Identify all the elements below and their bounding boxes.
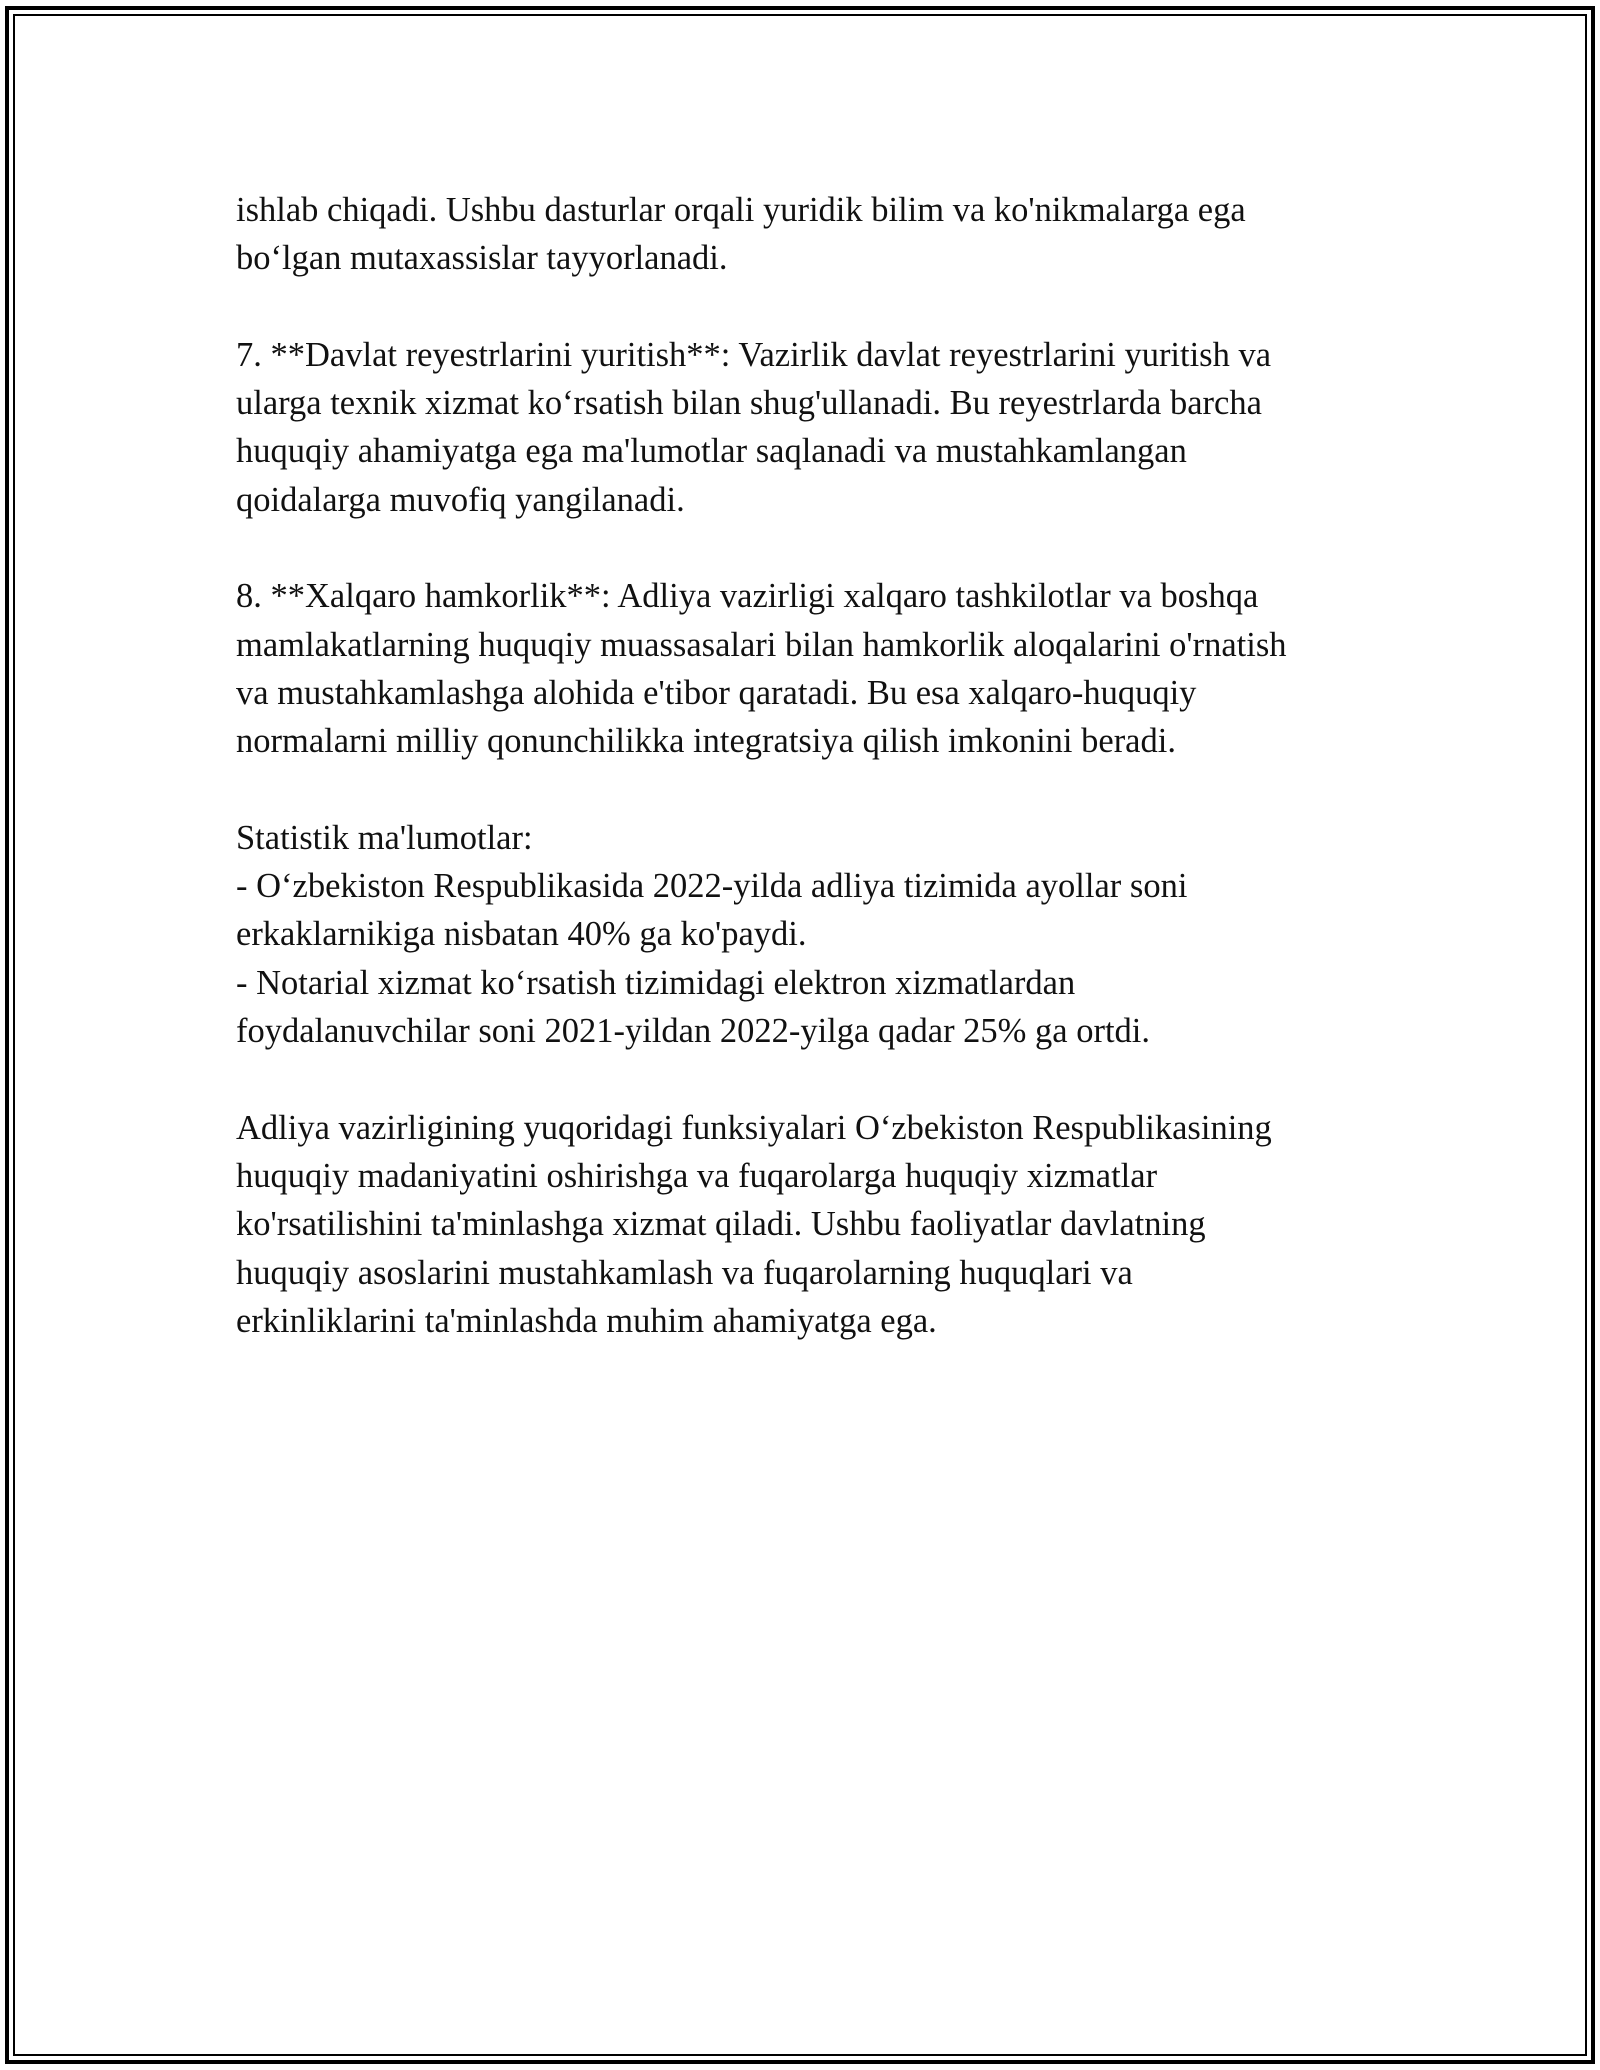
paragraph-training-programs xyxy=(236,186,1376,283)
paragraph-conclusion xyxy=(236,1104,1376,1345)
text-line: normalarni milliy qonunchilikka integratsiya qilish imkonini beradi. xyxy=(236,722,1176,761)
text-line: huquqiy ahamiyatga ega ma'lumotlar saqlanadi va mustahkamlangan xyxy=(236,432,1187,471)
text-line: ishlab chiqadi. Ushbu dasturlar orqali yuridik bilim va ko'nikmalarga ega xyxy=(236,191,1246,229)
paragraph-spacer xyxy=(236,766,1376,814)
paragraph-spacer xyxy=(236,524,1376,572)
statistics-item: - O‘zbekiston Respublikasida 2022-yilda adliya tizimida ayollar soni xyxy=(236,867,1188,906)
text-line: ko'rsatilishini ta'minlashga xizmat qiladi. Ushbu faoliyatlar davlatning xyxy=(236,1205,1206,1244)
paragraph-state-registries xyxy=(236,331,1376,524)
text-line: erkaklarnikiga nisbatan 40% ga ko'paydi. xyxy=(236,915,807,954)
text-line: erkinliklarini ta'minlashda muhim ahamiyatga ega. xyxy=(236,1301,937,1340)
text-line: va mustahkamlashga alohida e'tibor qaratadi. Bu esa xalqaro-huquqiy xyxy=(236,673,1197,712)
text-line: Adliya vazirligining yuqoridagi funksiyalari O‘zbekiston Respublikasining xyxy=(236,1108,1272,1147)
text-line: foydalanuvchilar soni 2021-yildan 2022-yilga qadar 25% ga ortdi. xyxy=(236,1012,1151,1051)
text-line: bo‘lgan mutaxassislar tayyorlanadi. xyxy=(236,239,728,278)
document-body xyxy=(236,186,1376,1345)
statistics-item: - Notarial xizmat ko‘rsatish tizimidagi elektron xizmatlardan xyxy=(236,963,1076,1002)
text-line: mamlakatlarning huquqiy muassasalari bilan hamkorlik aloqalarini o'rnatish xyxy=(236,625,1287,664)
text-line: 8. **Xalqaro hamkorlik**: Adliya vazirligi xalqaro tashkilotlar va boshqa xyxy=(236,577,1259,616)
paragraph-spacer xyxy=(236,1055,1376,1103)
paragraph-international-cooperation xyxy=(236,572,1376,765)
paragraph-spacer xyxy=(236,283,1376,331)
text-line: ularga texnik xizmat ko‘rsatish bilan shug'ullanadi. Bu reyestrlarda barcha xyxy=(236,384,1262,423)
paragraph-statistics xyxy=(236,814,1376,1055)
text-line: huquqiy asoslarini mustahkamlash va fuqarolarning huquqlari va xyxy=(236,1253,1133,1292)
statistics-heading: Statistik ma'lumotlar: xyxy=(236,818,533,857)
text-line: huquqiy madaniyatini oshirishga va fuqarolarga huquqiy xizmatlar xyxy=(236,1156,1158,1195)
text-line: qoidalarga muvofiq yangilanadi. xyxy=(236,480,685,519)
text-line: 7. **Davlat reyestrlarini yuritish**: Vazirlik davlat reyestrlarini yuritish va xyxy=(236,335,1272,374)
